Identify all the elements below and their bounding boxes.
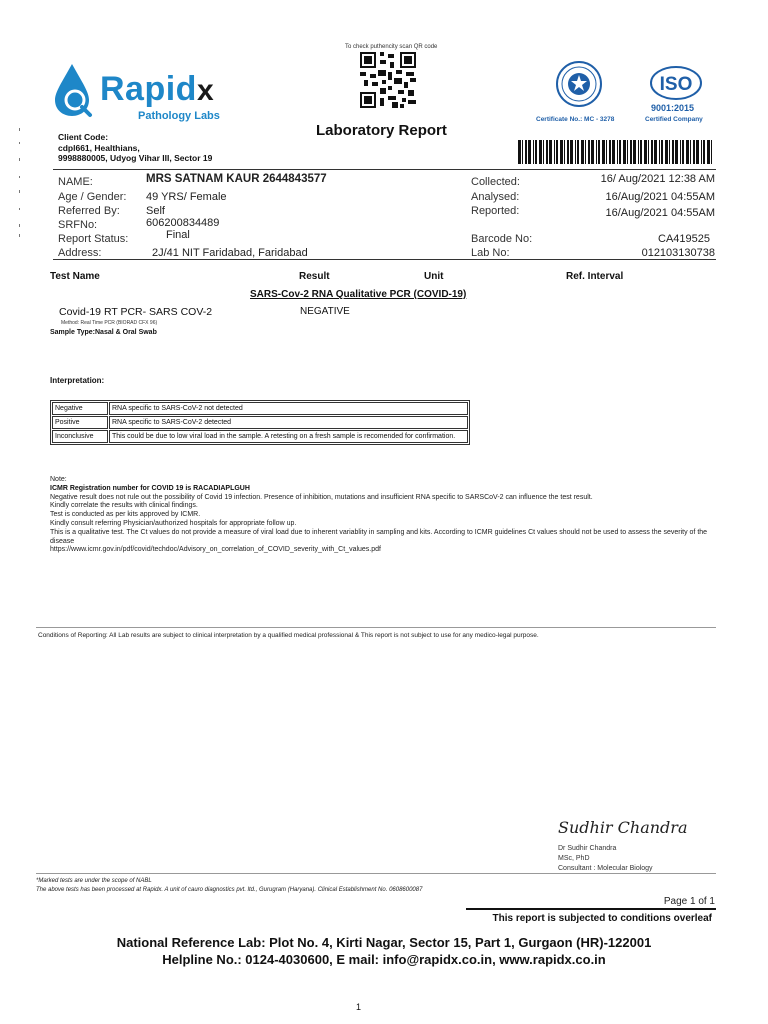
interp-text: RNA specific to SARS-CoV-2 not detected bbox=[109, 402, 468, 415]
test-method: Method: Real Time PCR (BIORAD CFX 96) bbox=[61, 320, 158, 326]
note-link[interactable]: https://www.icmr.gov.in/pdf/covid/techdoc/Advisory_on_correlation_of_COVID_severity_with_Ct_values.pdf bbox=[50, 546, 381, 554]
report-title: Laboratory Report bbox=[316, 122, 447, 139]
age-label: Age / Gender: bbox=[58, 191, 127, 203]
barcode-label: Barcode No: bbox=[471, 233, 533, 245]
interp-key: Negative bbox=[52, 402, 108, 415]
test-result: NEGATIVE bbox=[300, 306, 350, 317]
reported-label: Reported: bbox=[471, 205, 520, 217]
name-value: MRS SATNAM KAUR 2644843577 bbox=[146, 173, 327, 185]
reported-value: 16/Aug/2021 04:55AM bbox=[605, 207, 715, 219]
iso-standard: 9001:2015 bbox=[651, 103, 695, 113]
interp-text: RNA specific to SARS-CoV-2 detected bbox=[109, 416, 468, 429]
brand-x: x bbox=[196, 74, 215, 107]
page-bottom-number: 1 bbox=[356, 1002, 362, 1012]
test-name: Covid-19 RT PCR- SARS COV-2 bbox=[59, 306, 213, 318]
collected-label: Collected: bbox=[471, 176, 520, 188]
address-value: 2J/41 NIT Faridabad, Faridabad bbox=[152, 247, 308, 259]
address-label: Address: bbox=[58, 247, 102, 259]
signature: Sudhir Chandra bbox=[558, 818, 688, 837]
referred-value: Self bbox=[146, 205, 165, 217]
note-line: This is a qualitative test. The Ct values do not provide a measure of viral load due to inherent variablity in sampling and kits. According to ICMR guidelines Ct values should not be used to assess the severity of the disease bbox=[50, 528, 708, 545]
client-code-label: Client Code: bbox=[58, 132, 109, 142]
certification-seal-icon bbox=[555, 60, 603, 108]
labno-value: 012103130738 bbox=[641, 247, 715, 259]
signatory-role: Consultant : Molecular Biology bbox=[558, 865, 653, 872]
signatory-info bbox=[558, 844, 653, 874]
iso-text: ISO bbox=[659, 74, 693, 95]
sample-type: Sample Type:Nasal & Oral Swab bbox=[50, 329, 157, 336]
table-row bbox=[52, 402, 468, 415]
subject-note: This report is subjected to conditions overleaf bbox=[492, 913, 712, 924]
note-line: Kindly correlate the results with clinical findings. bbox=[50, 502, 198, 510]
processed-note: The above tests has been processed at Rapidx. A unit of cauro diagnostics pvt. ltd., Gurugram (Haryana). Clinical Establishment No. 0608600087 bbox=[36, 887, 423, 893]
col-ref-interval: Ref. Interval bbox=[566, 271, 624, 282]
barcode-icon bbox=[518, 140, 716, 164]
interp-key: Positive bbox=[52, 416, 108, 429]
client-line-2: 9998880005, Udyog Vihar III, Sector 19 bbox=[58, 153, 213, 163]
header-divider bbox=[53, 169, 716, 170]
signatory-degree: MSc, PhD bbox=[558, 855, 590, 862]
conditions-divider bbox=[36, 627, 716, 628]
referred-label: Referred By: bbox=[58, 205, 120, 217]
helpline: Helpline No.: 0124-4030600, E mail: info@rapidx.co.in, www.rapidx.co.in bbox=[162, 952, 606, 967]
signatory-name: Dr Sudhir Chandra bbox=[558, 845, 617, 852]
interp-key: Inconclusive bbox=[52, 430, 108, 443]
srf-value: 606200834489 bbox=[146, 217, 220, 229]
qr-caption: To check puthencity scan QR code bbox=[345, 44, 438, 50]
srf-label: SRFNo: bbox=[58, 219, 98, 231]
collected-value: 16/ Aug/2021 12:38 AM bbox=[600, 173, 715, 185]
note-line: Kindly consult referring Physician/authorized hospitals for appropriate follow up. bbox=[50, 519, 297, 527]
barcode-value: CA419525 bbox=[658, 233, 710, 245]
logo-drop-icon bbox=[52, 62, 94, 118]
page-number: Page 1 of 1 bbox=[663, 896, 715, 907]
section-title: SARS-Cov-2 RNA Qualitative PCR (COVID-19) bbox=[250, 289, 467, 300]
interpretation-table bbox=[50, 400, 470, 445]
qr-code-icon bbox=[360, 52, 416, 108]
nabl-note: *Marked tests are under the scope of NABL bbox=[36, 878, 152, 884]
col-unit: Unit bbox=[424, 271, 444, 282]
name-label: NAME: bbox=[58, 176, 93, 188]
notes-block bbox=[50, 476, 710, 555]
note-line: Test is conducted as per kits approved by ICMR. bbox=[50, 511, 201, 519]
table-row bbox=[52, 430, 468, 443]
interp-text: This could be due to low viral load in the sample. A retesting on a fresh sample is recomended for confirmation. bbox=[109, 430, 468, 443]
footer-divider bbox=[36, 873, 716, 874]
iso-certified: Certified Company bbox=[645, 116, 703, 123]
note-line: Negative result does not rule out the possibility of Covid 19 infection. Presence of inhibition, mutations and insufficient RNA specific to SARSCoV-2 can influence the test result. bbox=[50, 493, 593, 501]
margin-marks bbox=[18, 128, 21, 238]
labno-label: Lab No: bbox=[471, 247, 510, 259]
client-line-1: cdpl661, Healthians, bbox=[58, 142, 140, 153]
brand-subtitle: Pathology Labs bbox=[138, 110, 220, 122]
footer-notes bbox=[36, 877, 422, 895]
national-reference-lab: National Reference Lab: Plot No. 4, Kirti Nagar, Sector 15, Part 1, Gurgaon (HR)-122001 bbox=[116, 935, 652, 950]
client-block bbox=[58, 132, 212, 164]
col-result: Result bbox=[299, 271, 330, 282]
subject-rule bbox=[466, 908, 716, 910]
iso-logo-icon bbox=[650, 66, 702, 100]
brand-name: Rapidx bbox=[100, 70, 215, 108]
col-test-name: Test Name bbox=[50, 271, 100, 282]
table-row bbox=[52, 416, 468, 429]
interpretation-title: Interpretation: bbox=[50, 376, 105, 385]
patient-divider bbox=[53, 259, 716, 260]
age-value: 49 YRS/ Female bbox=[146, 191, 227, 203]
icmr-registration: ICMR Registration number for COVID 19 is RACADIAPLGUH bbox=[50, 484, 250, 492]
note-heading: Note: bbox=[50, 476, 67, 483]
analysed-value: 16/Aug/2021 04:55AM bbox=[605, 191, 715, 203]
analysed-label: Analysed: bbox=[471, 191, 520, 203]
status-label: Report Status: bbox=[58, 233, 129, 245]
status-value: Final bbox=[166, 229, 190, 241]
certificate-number: Certificate No.: MC - 3278 bbox=[536, 116, 615, 123]
conditions-of-reporting: Conditions of Reporting: All Lab results are subject to clinical interpretation by a qualified medical professional & This report is not subject to use for any medico-legal purpose. bbox=[38, 632, 539, 639]
